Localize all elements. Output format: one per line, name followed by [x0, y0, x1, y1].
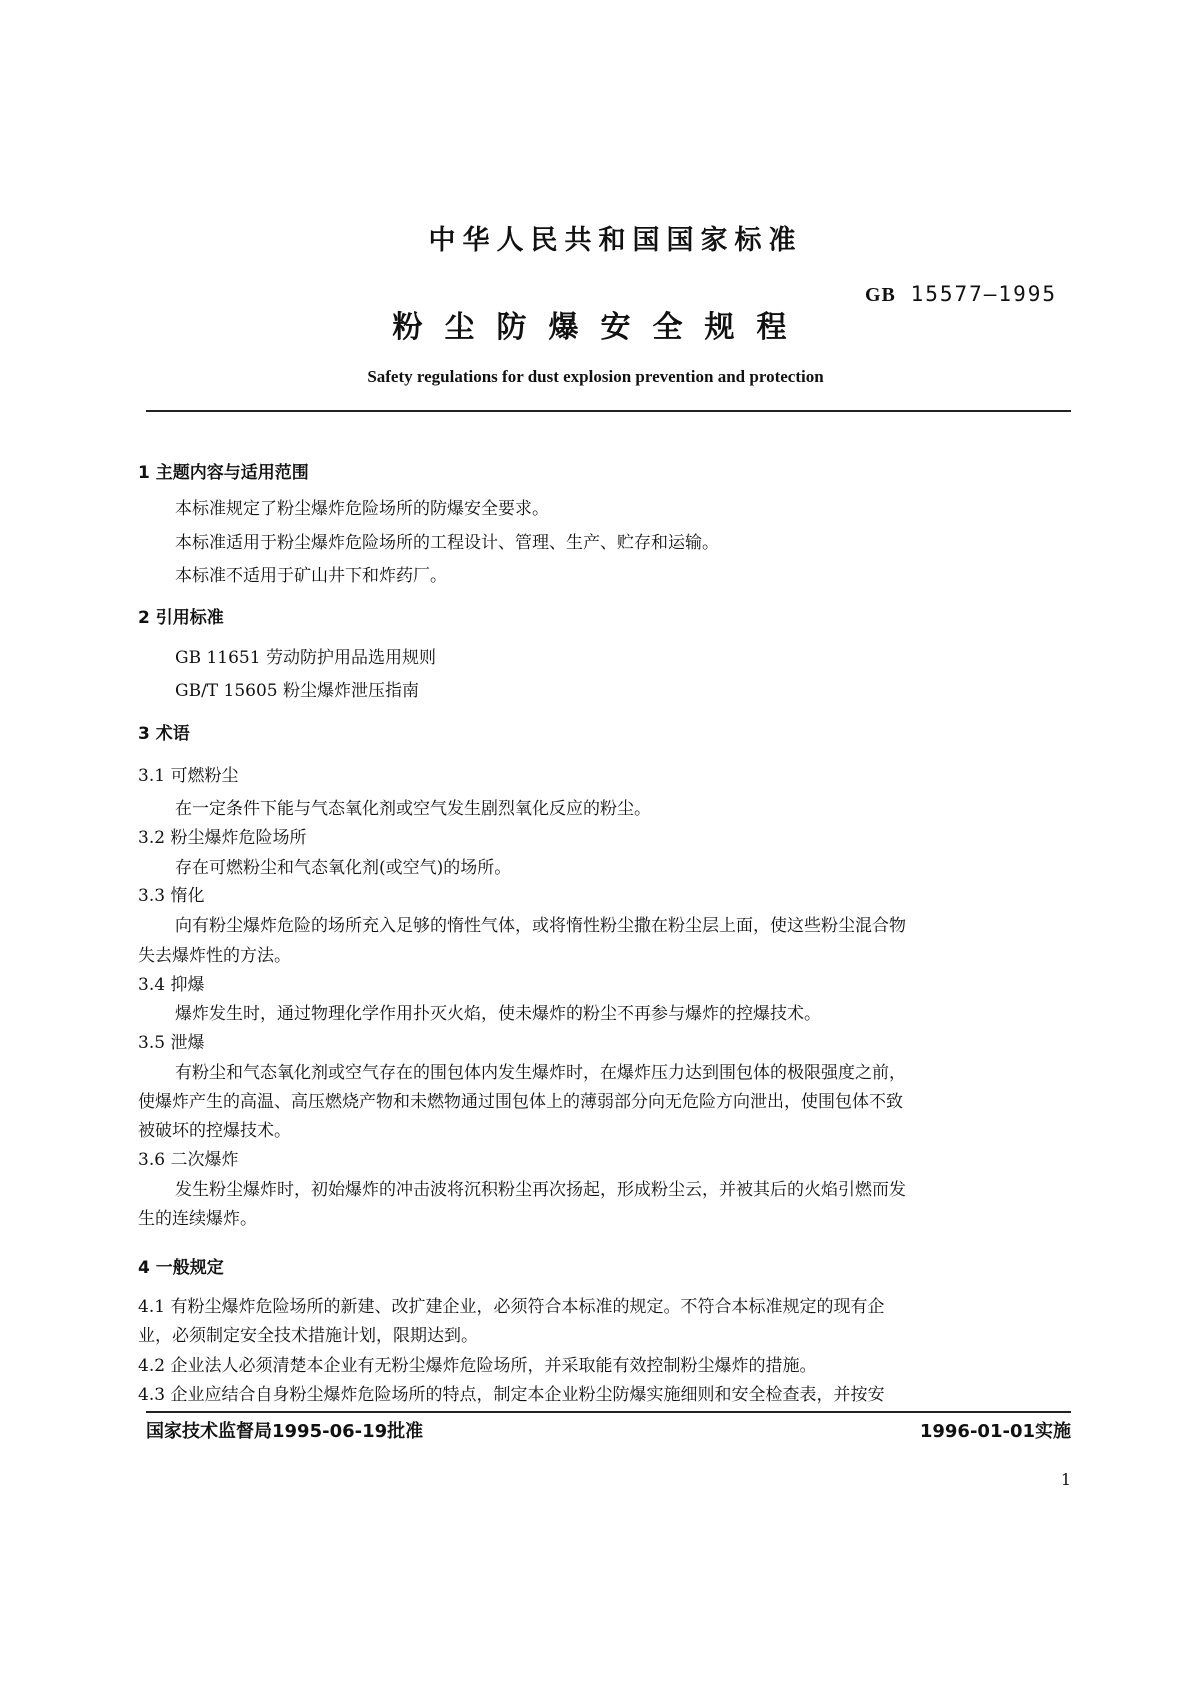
english-title: Safety regulations for dust explosion prevention and protection [367, 367, 824, 386]
section-1-heading: 1 主题内容与适用范围 [138, 463, 309, 483]
section-1-para-3: 本标准不适用于矿山井下和炸药厂。 [175, 566, 447, 586]
section-1-para-1: 本标准规定了粉尘爆炸危险场所的防爆安全要求。 [175, 499, 549, 519]
term-3-5-line-1: 有粉尘和气态氧化剂或空气存在的围包体内发生爆炸时，在爆炸压力达到围包体的极限强度之前， [175, 1063, 906, 1083]
section-1-para-2: 本标准适用于粉尘爆炸危险场所的工程设计、管理、生产、贮存和运输。 [175, 533, 719, 553]
term-3-5-line-3: 被破坏的控爆技术。 [138, 1121, 291, 1141]
term-3-4-label: 3.4 抑爆 [138, 975, 205, 995]
rule-4-1-line-1: 4.1 有粉尘爆炸危险场所的新建、改扩建企业，必须符合本标准的规定。不符合本标准规定的现有企 [138, 1297, 885, 1317]
rule-4-2: 4.2 企业法人必须清楚本企业有无粉尘爆炸危险场所，并采取能有效控制粉尘爆炸的措施。 [138, 1356, 817, 1376]
reference-2: GB/T 15605 粉尘爆炸泄压指南 [175, 681, 420, 701]
implementation-date: 1996-01-01实施 [919, 1421, 1071, 1442]
rule-4-3: 4.3 企业应结合自身粉尘爆炸危险场所的特点，制定本企业粉尘防爆实施细则和安全检查表，并按安 [138, 1385, 885, 1405]
term-3-6-line-2: 生的连续爆炸。 [138, 1209, 257, 1229]
section-4-heading: 4 一般规定 [138, 1258, 224, 1278]
term-3-1-label: 3.1 可燃粉尘 [138, 766, 239, 786]
reference-1: GB 11651 劳动防护用品选用规则 [175, 648, 436, 668]
term-3-6-label: 3.6 二次爆炸 [138, 1150, 239, 1170]
term-3-4-text: 爆炸发生时，通过物理化学作用扑灭火焰，使未爆炸的粉尘不再参与爆炸的控爆技术。 [175, 1004, 821, 1024]
term-3-3-line-1: 向有粉尘爆炸危险的场所充入足够的惰性气体，或将惰性粉尘撒在粉尘层上面，使这些粉尘混合物 [175, 916, 906, 936]
page-number: 1 [1060, 1470, 1071, 1489]
term-3-2-label: 3.2 粉尘爆炸危险场所 [138, 828, 307, 848]
section-2-heading: 2 引用标准 [138, 608, 224, 628]
title-divider [146, 410, 1071, 412]
term-3-2-text: 存在可燃粉尘和气态氧化剂(或空气)的场所。 [175, 858, 512, 878]
term-3-6-line-1: 发生粉尘爆炸时，初始爆炸的冲击波将沉积粉尘再次扬起，形成粉尘云，并被其后的火焰引燃而发 [175, 1180, 906, 1200]
term-3-5-line-2: 使爆炸产生的高温、高压燃烧产物和未燃物通过围包体上的薄弱部分向无危险方向泄出，使围包体不致 [138, 1092, 903, 1112]
term-3-3-line-2: 失去爆炸性的方法。 [138, 946, 291, 966]
code-prefix: GB [865, 284, 896, 306]
code-number: 15577—1995 [910, 282, 1057, 306]
national-standard-heading: 中华人民共和国国家标准 [428, 225, 803, 256]
section-3-heading: 3 术语 [138, 724, 190, 744]
rule-4-1-line-2: 业，必须制定安全技术措施计划，限期达到。 [138, 1326, 478, 1346]
term-3-3-label: 3.3 惰化 [138, 886, 205, 906]
footer-divider [146, 1411, 1071, 1413]
approval-info: 国家技术监督局1995-06-19批准 [146, 1421, 424, 1442]
document-title: 粉尘防爆安全规程 [392, 310, 809, 345]
term-3-5-label: 3.5 泄爆 [138, 1033, 205, 1053]
term-3-1-text: 在一定条件下能与气态氧化剂或空气发生剧烈氧化反应的粉尘。 [175, 799, 651, 819]
